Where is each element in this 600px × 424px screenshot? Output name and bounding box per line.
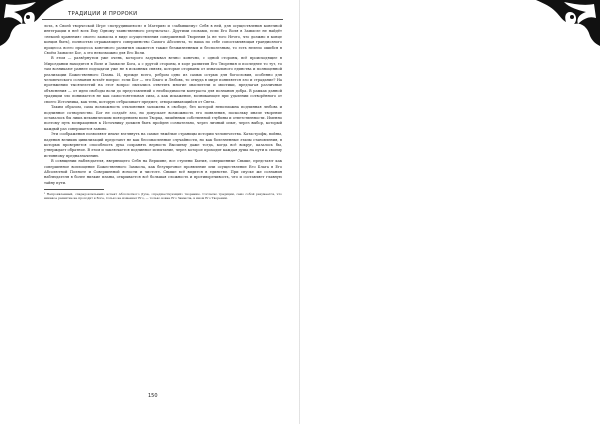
footnote: ¹ Непроявленный, «парадоксальный» аспект Абсолютного Духа, «предшествующий» творению. Согласно традиции, само собой разумеется, что никакое развитие не проходит в Боге, только не изменяет Его, — только вовне Его Замысла, в ином Его Творении. [44,192,282,201]
text-column [44,24,282,201]
ornament-right-top-icon [536,0,600,46]
paragraph: лота, в Своей творческой Игре «потрудившеюся» в Материю и «забывшему» Себя в ней, для осуществления конечной интеграции в неё всех Ему Одному таинственного результата». Другими словами, если Его Воля в Замысле не найдёт «некоей хранения» своего замысла в виде осуществления совершенной Творения (а не того Нечто, что должно в конце концов быть), полностью отражающего совершенство Самого Абсолюта, то ваша по себе сопоставляющая грандиозного процесса всего процесса конечного развития окажется также безжизненным и бесполезным, то есть нелепо ошибся в Своём Замысле Бог, а это невозможно для Его Воли. [44,24,282,56]
paragraph: Эти соображения позволяют иначе взглянуть на самые тяжёлые страницы истории человечества. Катастрофы, войны, падения великих цивилизаций предстают не как бессмысленные случайности, но как болезненные этапы становления, в которых проверяется способность духа сохранять верность Высшему даже тогда, когда всё вокруг, казалось бы, утверждает обратное. В этом и заключается подлинное испытание, через которое проходит каждая душа на пути к своему истинному предназначению. [44,132,282,158]
footnote-rule [44,189,104,190]
right-page [300,0,600,424]
paragraph: В этом — развёрнутом уже очень, которого задумывал вечно: конечно, с одной стороны, всё происходящее в Мироздании находится в Воле и Замысле Бога, а с другой стороны, в ходе развития Его Творения и последнее то тут, то там возникают раннее подзадачи уже не в исконных связях, которые оторваны от изначального единства и полноценной реализации Божественного Плана. И, прежде всего, ребром одно из самых острых для богословия, особенно для человеческого сознания встаёт вопрос: если Бог — это Благо и Любовь, то откуда в мире появляется зло и страдание? На протяжении тысячелетий на этот вопрос пытались ответить многие мыслители и мистики, предлагая различные объяснения — от идеи свободы воли до представлений о необходимости контраста для познания добра. В рамках данной традиции зло понимается не как самостоятельная сила, а как искажение, возникающее при удалении сотворённого от своего Источника, как тень, которую отбрасывает предмет, отворачивающийся от Света. [44,56,282,104]
header-rule [42,19,283,20]
paragraph: Таким образом, сама возможность отклонения заложена в свободе, без которой невозможна подлинная любовь и подлинное сотворчество. Бог не создаёт зло, но допускает возможность его появления, поскольку иначе творение оставалось бы лишь механическим повторением воли Творца, лишённым собственной глубины и ответственности. Именно поэтому путь возвращения к Источнику должен быть пройден сознательно, через личный опыт, через выбор, который каждый раз совершается заново. [44,105,282,131]
page-number: 150 [148,393,158,399]
paragraph: В освящении наблюдателя, вверяющего Себя на Вершине, все ступени Бытия, совершенные Свыше, предстают как совершенное воплощение Божественного Замысла, как безупречное проявление или осуществление Его Блага в Его Абсолютной Полноте и Совершенной ясности и чистоте. Свыше всё видится в единстве. При спуске же сознания наблюдателя в более низкие планы, открывается всё большая сложность и противоречивость, что и составляет главную тайну пути. [44,159,282,185]
running-head: ТРАДИЦИИ И ПРОРОКИ [68,11,138,17]
